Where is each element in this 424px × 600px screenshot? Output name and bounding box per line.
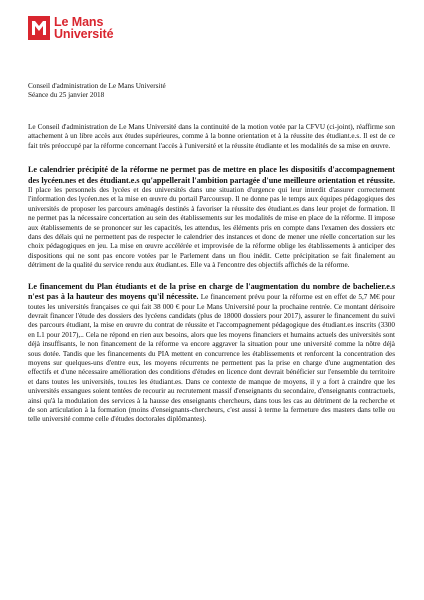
section-funding-body: Le financement prévu pour la réforme est en effet de 5,7 M€ pour toutes les universités françaises ce qui fait 38 000 € pour Le Mans Université pour la prochaine rentrée. Ce montant dérisoire devrait financer l'étude des dossiers des lycéens candidats (plus de 18000 dossiers pour 2017), assurer le financement du suivi des parcours étudiant, la mise en œuvre du contrat de réussite et l'accompagnement pédagogique des étudiant.es inscrits (3300 en L1 pour 2017),.. Cela ne répond en rien aux besoins, alors que les moyens financiers et humains actuels des universités sont déjà insuffisants, le non financement de la réforme va encore aggraver la situation pour une université comme la nôtre déjà sous dotée. Tandis que les financements du PIA mettent en concurrence les établissements et renforcent la concentration des moyens sur quelques-uns d'entre eux, les moyens récurrents ne permettent pas la prise en charge d'une augmentation des effectifs et d'une nécessaire amélioration des conditions d'études en licence dont devrait bénéficier sur l'ensemble du territoire et dans toutes les universités, tou.tes les étudiant.es. Dans ce contexte de manque de moyens, il y a fort à craindre que les universités exsangues soient tentées de recourir au recrutement massif d'enseignants du secondaire, d'enseignants contractuels, ainsi qu'à la modulation des services à la hausse des enseignants chercheurs, dans tous les cas au détriment de la recherche et de son articulation à la formation (moins d'enseignants-chercheurs, c'est aussi à terme la fermeture des masters dans telle ou telle université comme celle d'études doctorales diplômantes). xyxy=(28,293,395,424)
logo-wordmark xyxy=(54,16,113,40)
section-calendar-lead: Le calendrier précipité de la réforme ne permet pas de mettre en place les dispositifs d'accompagnement des lycéen.nes et des étudiant.e.s qu'appellerait l'ambition partagée d'une meilleure orientation et réussite. xyxy=(28,165,395,185)
section-funding-lead: Le financement du Plan étudiants et de la prise en charge de l'augmentation du nombre de bachelier.e.s n'est pas à la hauteur des moyens qu'il nécessite. xyxy=(28,281,395,302)
section-funding xyxy=(28,282,395,425)
intro-paragraph: Le Conseil d'administration de Le Mans Université dans la continuité de la motion votée par la CFVU (ci-joint), réaffirme son attachement à un libre accès aux études supérieures, comme à la bonne orientation et à la réussite des étudiant.e.s. Il est de ce fait très préoccupé par la réforme concernant l'accès à l'université et la réussite étudiante et les modalités de sa mise en œuvre. xyxy=(28,123,395,150)
logo-line2: Université xyxy=(54,27,114,41)
document-body xyxy=(28,123,395,436)
university-logo xyxy=(28,15,113,41)
section-calendar-body: Il place les personnels des lycées et des universités dans une situation d'urgence qui leur interdit d'assurer correctement l'information des lycéen.nes et la mise en œuvre du portail Parcoursup. Il ne donne pas le temps aux équipes pédagogiques des universités de proposer les parcours aménagés destinés à favoriser la réussite des étudiant.es dans leur projet de formation. Il ne permet pas la nécessaire concertation au sein des établissements sur les modalités de mise en place de la réforme. Il impose aux établissements de se prononcer sur les capacités, les attendus, les éléments pris en compte dans l'examen des dossiers etc dans des délais qui ne permettent pas de respecter le calendrier des instances et donc de mener une réelle concertation sur les choix pédagogiques en jeu. La mise en œuvre accélérée et improvisée de la réforme oblige les établissements à anticiper des dispositions qui ne sont pas encore votées par le Parlement dans un flou inédit. Cette précipitation se fait finalement au détriment de la qualité du service rendu aux étudiant.es. Elle va à l'encontre des objectifs affichés de la réforme. xyxy=(28,186,395,270)
logo-mark-icon xyxy=(28,16,50,40)
meeting-info xyxy=(28,82,166,101)
meeting-date: Séance du 25 janvier 2018 xyxy=(28,91,105,100)
logo-line1: Le Mans xyxy=(54,15,104,29)
meeting-body: Conseil d'administration de Le Mans Université xyxy=(28,82,166,90)
section-calendar xyxy=(28,165,395,270)
